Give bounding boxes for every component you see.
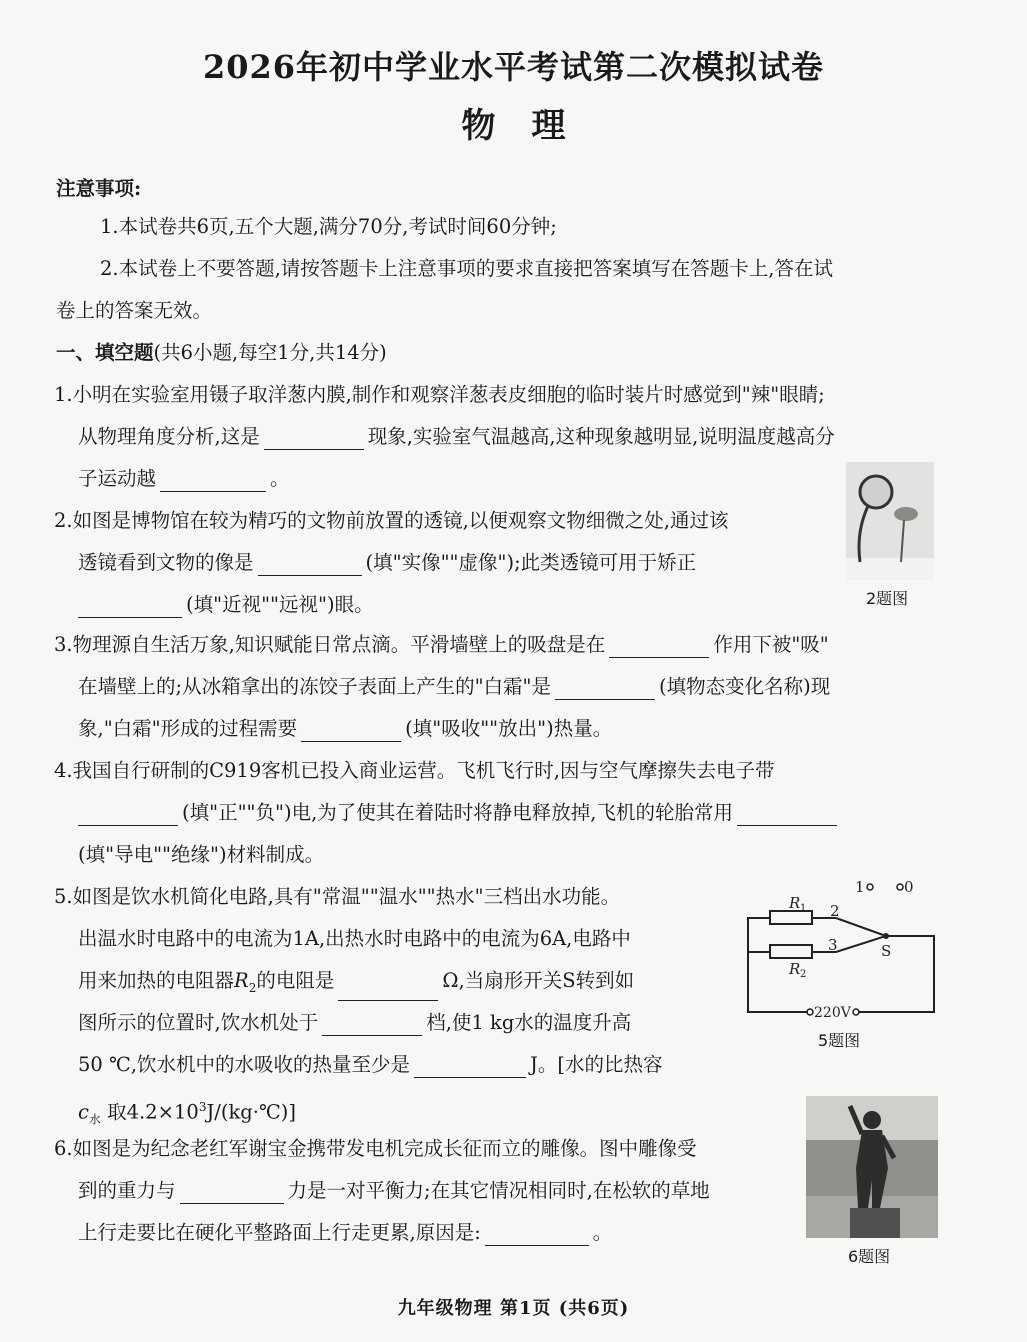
q5-text-f: 50 ℃,饮水机中的水吸收的热量至少是 [78,1053,411,1076]
notes-item-2a: 2.本试卷上不要答题,请按答题卡上注意事项的要求直接把答案填写在答题卡上,答在试 [100,257,834,280]
notes-item-1: 1.本试卷共6页,五个大题,满分70分,考试时间60分钟; [100,215,557,238]
answer-blank [485,1225,589,1246]
page-footer: 九年级物理 第1页 (共6页) [397,1298,630,1319]
answer-blank [609,637,709,658]
q6-line-1: 6.如图是为纪念老红军谢宝金携带发电机完成长征而立的雕像。图中雕像受 [54,1137,697,1160]
q1-text-c: 子运动越 [78,467,157,490]
answer-blank [338,980,438,1001]
section-heading [56,340,387,366]
figure-5-circuit [740,874,940,1024]
q2-line-1: 2.如图是博物馆在较为精巧的文物前放置的透镜,以便观察文物细微之处,通过该 [54,509,729,532]
answer-blank [78,597,182,618]
notes-heading: 注意事项: [56,177,142,200]
q2-line-3 [78,592,374,618]
q5-text-h: 取4.2×10 [107,1100,199,1124]
q3-line-2 [78,674,830,700]
q5-text-d: 图所示的位置时,饮水机处于 [78,1011,319,1034]
q6-text-c: 上行走要比在硬化平整路面上行走更累,原因是: [78,1221,481,1244]
circuit-terminal-2: 2 [830,902,840,920]
q6-text-a: 到的重力与 [78,1179,176,1202]
q1-text-a: 从物理角度分析,这是 [78,425,260,448]
q1-line-2 [78,424,835,450]
answer-blank [737,805,837,826]
figure-2-magnifier [846,462,934,580]
q2-line-2 [78,550,696,576]
q4-text-a: (填"正""负")电,为了使其在着陆时将静电释放掉,飞机的轮胎常用 [182,801,733,824]
circuit-voltage-label: 220V [814,1005,851,1021]
q3-text-d: (填物态变化名称)现 [659,675,831,698]
answer-blank [264,429,364,450]
q1-line-3 [78,466,290,492]
q6-line-2 [78,1178,710,1204]
q5-line-1: 5.如图是饮水机简化电路,具有"常温""温水""热水"三档出水功能。 [54,885,621,908]
q1-text-b: 现象,实验室气温越高,这种现象越明显,说明温度越高分 [367,425,835,448]
circuit-r2-label: R [789,960,801,978]
q3-text-c: 在墙壁上的;从冰箱拿出的冻饺子表面上产生的"白霜"是 [78,675,552,698]
answer-blank [160,471,266,492]
answer-blank [322,1015,422,1036]
section-title: 一、填空题 [56,341,154,364]
q3-text-e: 象,"白霜"形成的过程需要 [78,717,298,740]
circuit-r1-sub: 1 [800,903,807,914]
q3-text-a: 3.物理源自生活万象,知识赋能日常点滴。平滑墙壁上的吸盘是在 [54,633,606,656]
figure-5-caption: 5题图 [818,1031,861,1050]
circuit-terminal-3: 3 [828,936,838,954]
q6-text-b: 力是一对平衡力;在其它情况相同时,在松软的草地 [287,1179,710,1202]
q5-text-e: 档,使1 kg水的温度升高 [426,1011,632,1034]
q2-text-b: (填"实像""虚像");此类透镜可用于矫正 [365,551,697,574]
q3-text-f: (填"吸收""放出")热量。 [405,717,613,740]
answer-blank [555,679,655,700]
circuit-r2-sub: 2 [800,969,807,980]
circuit-terminal-1: 1 [855,878,865,896]
answer-blank [78,805,178,826]
answer-blank [414,1057,526,1078]
q4-line-1: 4.我国自行研制的C919客机已投入商业运营。飞机飞行时,因与空气摩擦失去电子带 [54,759,775,782]
circuit-r1-label: R [789,894,801,912]
q2-text-c: (填"近视""远视")眼。 [186,593,374,616]
q5-text-a: 用来加热的电阻器 [78,969,235,992]
exam-subject: 物理 [461,106,602,146]
notes-item-2b: 卷上的答案无效。 [56,299,213,322]
q5-text-g: J。[水的比热容 [530,1053,663,1076]
q5-text-i: J/(kg·℃)] [206,1100,296,1124]
q3-line-1 [54,632,829,658]
figure-6-caption: 6题图 [848,1247,891,1266]
q5-resistor-sub: 2 [248,980,257,995]
q5-text-b: 的电阻是 [256,969,335,992]
q6-line-3 [78,1220,612,1246]
q5-c-symbol: c [78,1100,89,1124]
q5-line-2: 出温水时电路中的电流为1A,出热水时电路中的电流为6A,电路中 [78,927,631,950]
q5-line-6 [78,1094,296,1132]
q3-text-b: 作用下被"吸" [713,633,829,656]
q5-c-sub: 水 [88,1112,101,1127]
q4-line-3: (填"导电""绝缘")材料制成。 [78,843,325,866]
circuit-terminal-0: 0 [904,878,914,896]
answer-blank [180,1183,284,1204]
q5-line-5 [78,1052,662,1078]
answer-blank [301,721,401,742]
circuit-switch-label: S [881,942,892,960]
exam-title: 2026年初中学业水平考试第二次模拟试卷 [202,48,825,86]
q4-line-2 [78,800,841,826]
answer-blank [258,555,362,576]
q1-line-1: 1.小明在实验室用镊子取洋葱内膜,制作和观察洋葱表皮细胞的临时装片时感觉到"辣"眼睛; [54,383,825,406]
q1-text-d: 。 [270,467,290,490]
q3-line-3 [78,716,612,742]
q5-line-3 [78,968,634,1001]
q5-line-4 [78,1010,631,1036]
q6-text-d: 。 [592,1221,613,1244]
figure-6-statue [806,1096,938,1238]
q2-text-a: 透镜看到文物的像是 [78,551,254,574]
q5-exponent: 3 [198,1100,207,1114]
section-info: (共6小题,每空1分,共14分) [153,341,387,364]
figure-2-caption: 2题图 [866,589,909,608]
q5-text-c: Ω,当扇形开关S转到如 [442,969,635,992]
q5-resistor-symbol: R [234,969,249,992]
